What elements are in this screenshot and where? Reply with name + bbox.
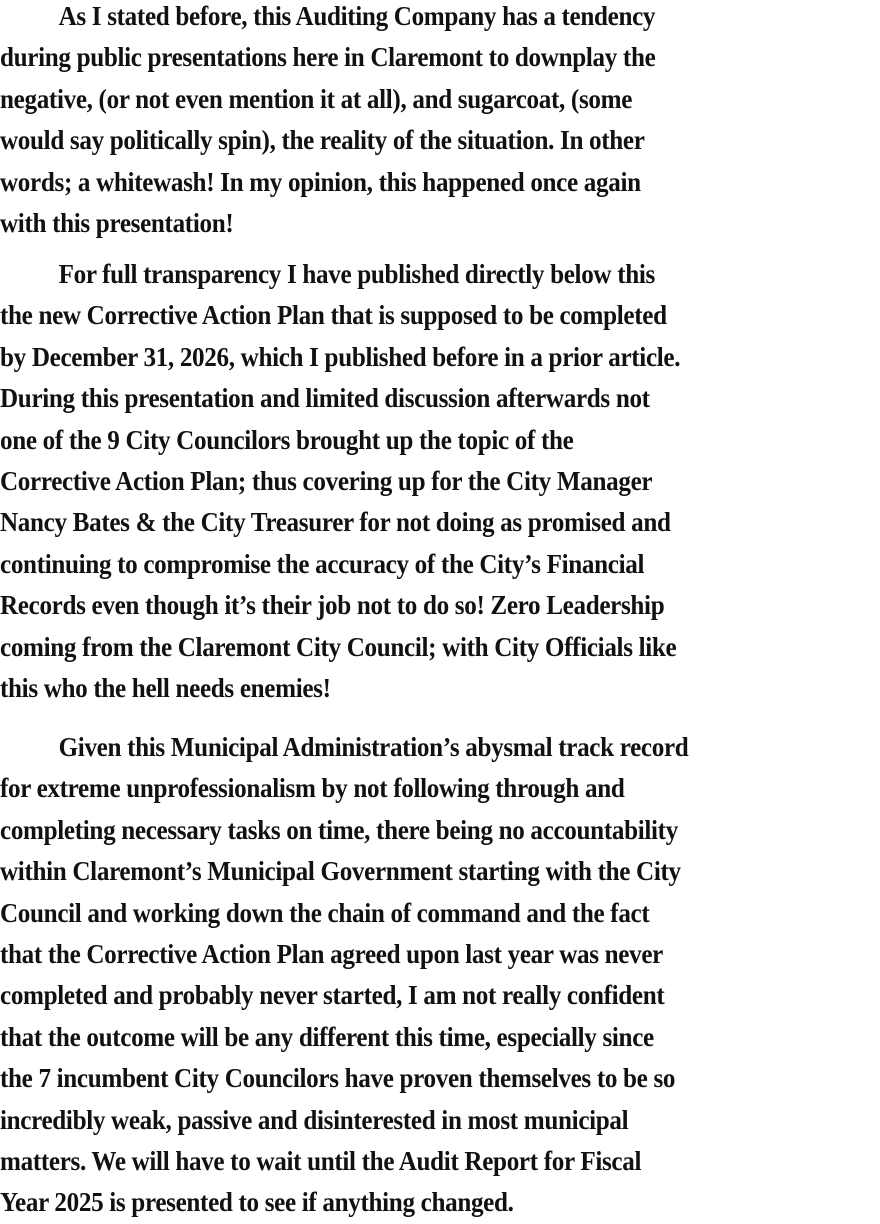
- text-line: Year 2025 is presented to see if anything changed.: [0, 1187, 514, 1218]
- text-line: would say politically spin), the reality of the situation. In other: [0, 125, 645, 156]
- paragraph-municipal-administration: [0, 727, 880, 1224]
- text-line: For full transparency I have published directly below this: [58, 259, 655, 289]
- text-line: incredibly weak, passive and disinterested in most municipal: [0, 1104, 629, 1135]
- text-line: coming from the Claremont City Council; with City Officials like: [0, 631, 677, 662]
- text-line: negative, (or not even mention it at all), and sugarcoat, (some: [0, 83, 633, 114]
- text-line: this who the hell needs enemies!: [0, 672, 331, 703]
- text-line: continuing to compromise the accuracy of the City’s Financial: [0, 548, 645, 579]
- text-line: Council and working down the chain of command and the fact: [0, 897, 650, 928]
- text-line: the new Corrective Action Plan that is supposed to be completed: [0, 300, 667, 331]
- text-line: Records even though it’s their job not to do so! Zero Leadership: [0, 590, 665, 621]
- text-line: by December 31, 2026, which I published before in a prior article.: [0, 341, 681, 372]
- text-line: As I stated before, this Auditing Company has a tendency: [58, 1, 656, 31]
- text-line: completing necessary tasks on time, there being no accountability: [0, 814, 678, 845]
- paragraph-corrective-action-plan: [0, 254, 880, 709]
- text-line: the 7 incumbent City Councilors have proven themselves to be so: [0, 1063, 676, 1094]
- text-line: that the Corrective Action Plan agreed upon last year was never: [0, 938, 663, 969]
- text-line: words; a whitewash! In my opinion, this happened once again: [0, 166, 641, 197]
- paragraph-auditing-company: [0, 0, 880, 244]
- text-line: Nancy Bates & the City Treasurer for not doing as promised and: [0, 507, 671, 538]
- text-line: Corrective Action Plan; thus covering up for the City Manager: [0, 465, 653, 496]
- text-line: Given this Municipal Administration’s abysmal track record: [58, 732, 689, 762]
- text-line: one of the 9 City Councilors brought up the topic of the: [0, 424, 574, 455]
- text-line: within Claremont’s Municipal Government starting with the City: [0, 856, 681, 887]
- text-line: with this presentation!: [0, 207, 234, 238]
- text-line: completed and probably never started, I am not really confident: [0, 980, 665, 1011]
- text-line: during public presentations here in Claremont to downplay the: [0, 42, 656, 73]
- text-line: During this presentation and limited discussion afterwards not: [0, 383, 650, 414]
- text-line: that the outcome will be any different this time, especially since: [0, 1021, 654, 1052]
- text-line: matters. We will have to wait until the Audit Report for Fiscal: [0, 1145, 642, 1176]
- text-line: for extreme unprofessionalism by not following through and: [0, 773, 625, 804]
